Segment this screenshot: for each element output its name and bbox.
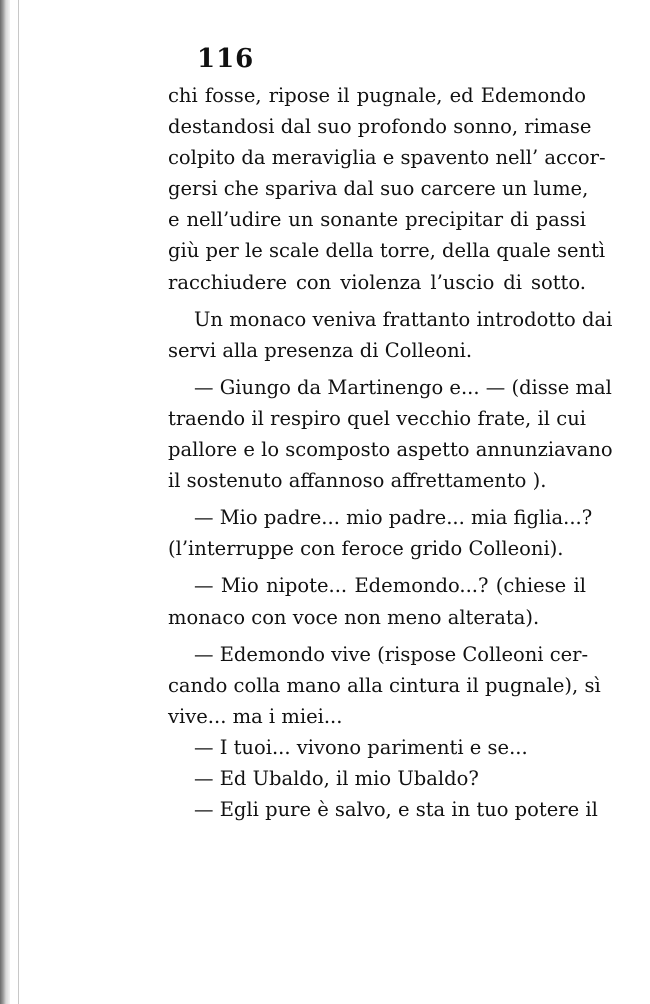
text-line: Un monaco veniva frattanto introdotto dai xyxy=(194,307,613,331)
text-line: chi fosse, ripose il pugnale, ed Edemondo xyxy=(168,84,586,107)
text-line: monaco con voce non meno alterata). xyxy=(168,605,540,629)
text-line: — Edemondo vive (rispose Colleoni cer- xyxy=(194,642,589,666)
text-line: gersi che spariva dal suo carcere un lume, xyxy=(168,177,589,201)
text-line: pallore e lo scomposto aspetto annunziavano xyxy=(168,438,613,462)
text-line: traendo il respiro quel vecchio frate, il cui xyxy=(168,406,586,430)
binding-line xyxy=(18,0,19,1004)
text-line: racchiudere con violenza l’uscio di sotto. xyxy=(168,270,586,294)
text-line: — Mio nipote... Edemondo...? (chiese il xyxy=(194,574,586,598)
text-line: — Giungo da Martinengo e... — (disse mal xyxy=(194,375,612,399)
text-block xyxy=(168,80,613,825)
text-line: colpito da meraviglia e spavento nell’ accor- xyxy=(168,146,606,170)
text-line: (l’interruppe con feroce grido Colleoni). xyxy=(168,537,564,561)
text-line: vive... ma i miei... xyxy=(168,704,343,728)
text-line: giù per le scale della torre, della quale sentì xyxy=(168,239,606,263)
binding-edge xyxy=(0,0,10,1004)
text-line: cando colla mano alla cintura il pugnale), sì xyxy=(168,673,601,697)
text-line: — Ed Ubaldo, il mio Ubaldo? xyxy=(194,766,479,790)
text-line: — I tuoi... vivono parimenti e se... xyxy=(194,735,528,759)
text-line: il sostenuto affannoso affrettamento ). xyxy=(168,469,547,493)
text-line: destandosi dal suo profondo sonno, rimase xyxy=(168,115,592,139)
text-line: — Egli pure è salvo, e sta in tuo potere il xyxy=(194,798,598,822)
page-number: 116 xyxy=(197,44,255,74)
text-line: servi alla presenza di Colleoni. xyxy=(168,338,473,362)
text-line: e nell’udire un sonante precipitar di passi xyxy=(168,208,586,232)
text-line: — Mio padre... mio padre... mia figlia...? xyxy=(194,506,593,530)
